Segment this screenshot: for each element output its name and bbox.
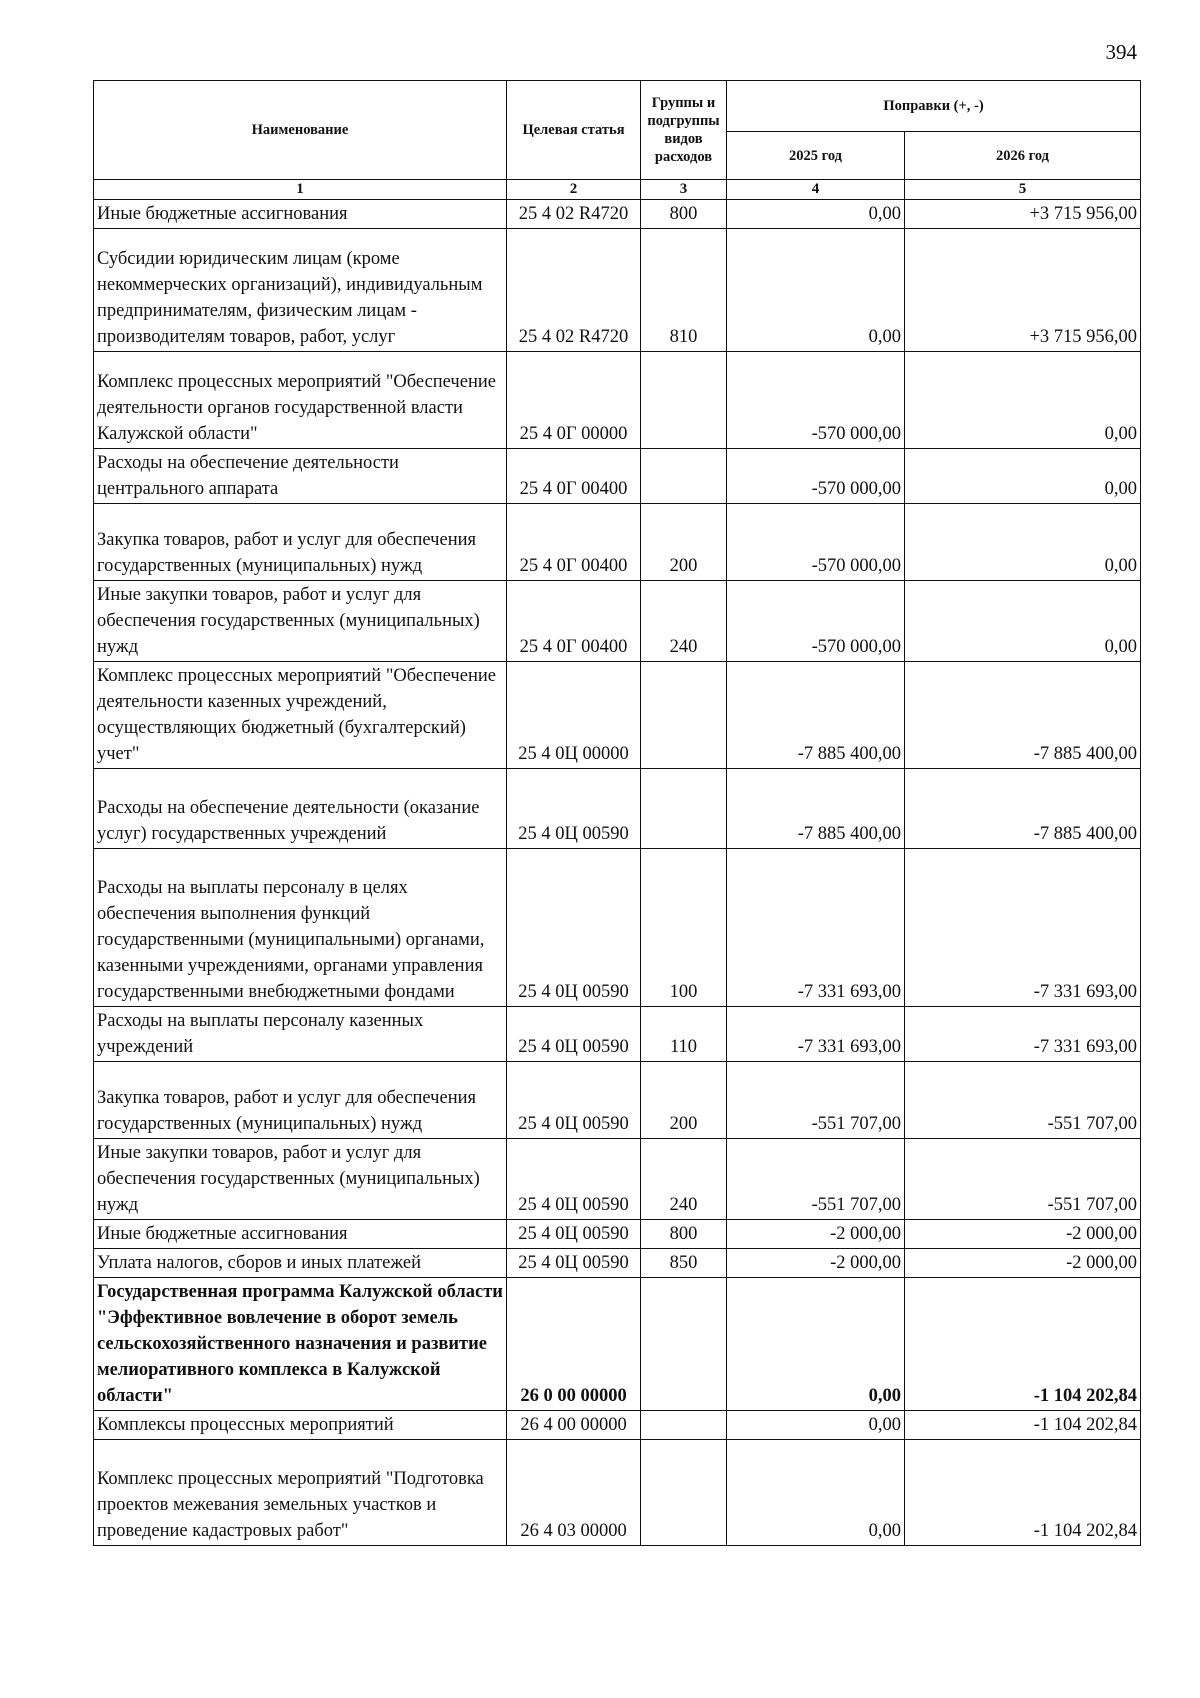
table-row [94, 449, 1141, 504]
header-group: Группы и подгруппы видов расходов [641, 81, 727, 180]
row-2026: -1 104 202,84 [905, 1278, 1141, 1411]
row-2025: -551 707,00 [727, 1062, 905, 1139]
row-code: 25 4 0Г 00400 [507, 581, 641, 662]
row-name: Иные закупки товаров, работ и услуг для обеспечения государственных (муниципальных) нужд [94, 581, 507, 662]
row-group: 110 [641, 1007, 727, 1062]
table-row [94, 1220, 1141, 1249]
col-num-1: 1 [94, 180, 507, 200]
row-2026: -7 885 400,00 [905, 662, 1141, 769]
row-group [641, 1411, 727, 1440]
row-code: 25 4 0Ц 00590 [507, 1007, 641, 1062]
col-num-5: 5 [905, 180, 1141, 200]
row-2025: -570 000,00 [727, 504, 905, 581]
row-2026: -551 707,00 [905, 1062, 1141, 1139]
row-2026: 0,00 [905, 504, 1141, 581]
row-code: 26 0 00 00000 [507, 1278, 641, 1411]
row-2026: -1 104 202,84 [905, 1411, 1141, 1440]
row-group: 240 [641, 581, 727, 662]
col-num-4: 4 [727, 180, 905, 200]
row-code: 25 4 0Ц 00590 [507, 1220, 641, 1249]
row-name: Комплекс процессных мероприятий "Подготовка проектов межевания земельных участков и проведение кадастровых работ" [94, 1440, 507, 1546]
row-2025: -551 707,00 [727, 1139, 905, 1220]
table-row [94, 662, 1141, 769]
table-row [94, 1440, 1141, 1546]
row-name: Комплексы процессных мероприятий [94, 1411, 507, 1440]
table-row [94, 504, 1141, 581]
row-code: 25 4 0Ц 00590 [507, 1062, 641, 1139]
table-row [94, 1062, 1141, 1139]
row-group [641, 769, 727, 849]
row-2025: -2 000,00 [727, 1249, 905, 1278]
row-name: Комплекс процессных мероприятий "Обеспечение деятельности казенных учреждений, осуществляющих бюджетный (бухгалтерский) учет" [94, 662, 507, 769]
row-2026: -7 331 693,00 [905, 1007, 1141, 1062]
row-2026: -2 000,00 [905, 1249, 1141, 1278]
table-row [94, 1007, 1141, 1062]
row-code: 26 4 03 00000 [507, 1440, 641, 1546]
row-code: 25 4 0Г 00000 [507, 352, 641, 449]
table-row [94, 1278, 1141, 1411]
row-2026: -7 331 693,00 [905, 849, 1141, 1007]
table-row [94, 200, 1141, 229]
row-name: Закупка товаров, работ и услуг для обеспечения государственных (муниципальных) нужд [94, 1062, 507, 1139]
col-num-3: 3 [641, 180, 727, 200]
table-row [94, 849, 1141, 1007]
row-2026: -551 707,00 [905, 1139, 1141, 1220]
row-name: Комплекс процессных мероприятий "Обеспечение деятельности органов государственной власти Калужской области" [94, 352, 507, 449]
table-row [94, 1249, 1141, 1278]
table-row [94, 229, 1141, 352]
row-2026: +3 715 956,00 [905, 229, 1141, 352]
table-row [94, 581, 1141, 662]
row-name: Уплата налогов, сборов и иных платежей [94, 1249, 507, 1278]
row-2025: 0,00 [727, 1440, 905, 1546]
row-2025: -2 000,00 [727, 1220, 905, 1249]
header-target: Целевая статья [507, 81, 641, 180]
row-group [641, 449, 727, 504]
row-2026: -7 885 400,00 [905, 769, 1141, 849]
row-name: Расходы на обеспечение деятельности центрального аппарата [94, 449, 507, 504]
row-code: 25 4 02 R4720 [507, 200, 641, 229]
row-name: Расходы на выплаты персоналу в целях обеспечения выполнения функций государственными (муниципальными) органами, казенными учреждениями, органами управления государственными внебюджетными фондами [94, 849, 507, 1007]
row-code: 25 4 0Ц 00590 [507, 849, 641, 1007]
budget-table [93, 80, 1141, 1546]
row-2025: -570 000,00 [727, 352, 905, 449]
row-group: 800 [641, 200, 727, 229]
row-2025: 0,00 [727, 1278, 905, 1411]
row-code: 25 4 0Ц 00000 [507, 662, 641, 769]
row-2026: -2 000,00 [905, 1220, 1141, 1249]
row-group: 800 [641, 1220, 727, 1249]
row-name: Иные закупки товаров, работ и услуг для обеспечения государственных (муниципальных) нужд [94, 1139, 507, 1220]
row-code: 25 4 0Г 00400 [507, 504, 641, 581]
page-number: 394 [1105, 40, 1137, 64]
row-2025: 0,00 [727, 1411, 905, 1440]
row-group [641, 352, 727, 449]
row-2025: -7 331 693,00 [727, 849, 905, 1007]
row-2025: -7 331 693,00 [727, 1007, 905, 1062]
row-2026: 0,00 [905, 581, 1141, 662]
row-2025: -570 000,00 [727, 449, 905, 504]
col-num-2: 2 [507, 180, 641, 200]
header-year-2026: 2026 год [905, 132, 1141, 180]
row-code: 25 4 0Ц 00590 [507, 1249, 641, 1278]
row-code: 25 4 0Г 00400 [507, 449, 641, 504]
row-group: 850 [641, 1249, 727, 1278]
row-name: Расходы на выплаты персоналу казенных учреждений [94, 1007, 507, 1062]
row-group [641, 1278, 727, 1411]
row-name: Государственная программа Калужской области "Эффективное вовлечение в оборот земель сельскохозяйственного назначения и развитие мелиоративного комплекса в Калужской области" [94, 1278, 507, 1411]
table-row [94, 769, 1141, 849]
row-group [641, 1440, 727, 1546]
row-group: 100 [641, 849, 727, 1007]
row-2026: 0,00 [905, 449, 1141, 504]
row-code: 26 4 00 00000 [507, 1411, 641, 1440]
row-code: 25 4 0Ц 00590 [507, 1139, 641, 1220]
row-name: Закупка товаров, работ и услуг для обеспечения государственных (муниципальных) нужд [94, 504, 507, 581]
row-group: 200 [641, 1062, 727, 1139]
table-row [94, 1139, 1141, 1220]
row-code: 25 4 0Ц 00590 [507, 769, 641, 849]
row-2026: 0,00 [905, 352, 1141, 449]
row-name: Иные бюджетные ассигнования [94, 200, 507, 229]
row-name: Иные бюджетные ассигнования [94, 1220, 507, 1249]
header-name: Наименование [94, 81, 507, 180]
row-2026: +3 715 956,00 [905, 200, 1141, 229]
row-2025: -7 885 400,00 [727, 662, 905, 769]
table-body [94, 200, 1141, 1546]
row-2025: 0,00 [727, 200, 905, 229]
row-2026: -1 104 202,84 [905, 1440, 1141, 1546]
row-2025: -570 000,00 [727, 581, 905, 662]
row-code: 25 4 02 R4720 [507, 229, 641, 352]
row-group [641, 662, 727, 769]
table-row [94, 1411, 1141, 1440]
row-name: Расходы на обеспечение деятельности (оказание услуг) государственных учреждений [94, 769, 507, 849]
header-year-2025: 2025 год [727, 132, 905, 180]
row-2025: 0,00 [727, 229, 905, 352]
row-group: 810 [641, 229, 727, 352]
row-group: 240 [641, 1139, 727, 1220]
row-group: 200 [641, 504, 727, 581]
header-amendments: Поправки (+, -) [727, 81, 1141, 132]
row-name: Субсидии юридическим лицам (кроме некоммерческих организаций), индивидуальным предпринимателям, физическим лицам - производителям товаров, работ, услуг [94, 229, 507, 352]
row-2025: -7 885 400,00 [727, 769, 905, 849]
table-row [94, 352, 1141, 449]
